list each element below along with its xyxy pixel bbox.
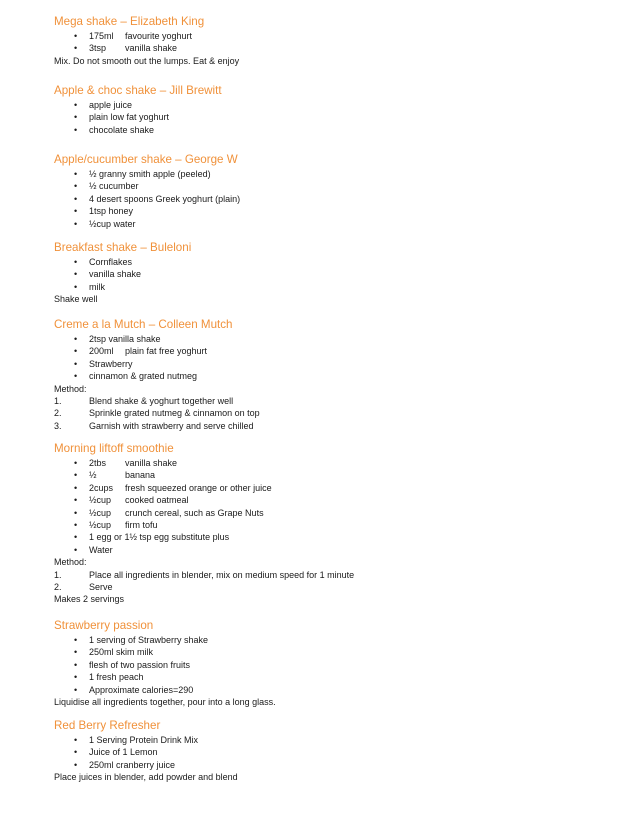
- ingredient-text: crunch cereal, such as Grape Nuts: [125, 507, 264, 518]
- ingredient-text: 250ml cranberry juice: [89, 759, 176, 770]
- method-step: [54, 581, 614, 593]
- recipe-section: [54, 441, 614, 606]
- recipe-section: [54, 83, 614, 136]
- recipe-title: Creme a la Mutch – Colleen Mutch: [54, 318, 233, 331]
- ingredient-item: [54, 370, 614, 382]
- bullet-icon: •: [74, 218, 78, 229]
- ingredient-item: [54, 531, 614, 543]
- ingredient-item: [54, 519, 614, 531]
- ingredient-quantity: ½cup: [89, 495, 112, 506]
- ingredient-item: [54, 30, 614, 42]
- ingredient-text: 2tsp vanilla shake: [89, 334, 161, 344]
- ingredient-item: [54, 482, 614, 494]
- step-number: 2.: [54, 581, 62, 592]
- ingredient-text: 1 serving of Strawberry shake: [89, 635, 209, 645]
- ingredient-item: [54, 256, 614, 268]
- ingredient-quantity: 2cups: [89, 482, 114, 493]
- ingredient-text: Strawberry: [89, 358, 133, 369]
- bullet-icon: •: [74, 257, 78, 267]
- ingredient-text: milk: [89, 281, 105, 292]
- ingredient-quantity: 175ml: [89, 31, 114, 41]
- ingredient-item: [54, 333, 614, 345]
- bullet-icon: •: [74, 532, 78, 543]
- recipe-note: Place juices in blender, add powder and blend: [54, 772, 238, 783]
- ingredient-item: [54, 42, 614, 54]
- ingredient-item: [54, 281, 614, 293]
- bullet-icon: •: [74, 31, 78, 41]
- step-number: 2.: [54, 408, 62, 419]
- ingredient-item: [54, 180, 614, 192]
- ingredient-item: [54, 684, 614, 696]
- recipe-title: Apple & choc shake – Jill Brewitt: [54, 84, 222, 97]
- recipe-section: [54, 240, 614, 306]
- ingredient-item: [54, 457, 614, 469]
- ingredient-text: ½cup water: [89, 218, 136, 229]
- method-step: [54, 407, 614, 419]
- ingredient-text: favourite yoghurt: [125, 31, 193, 41]
- method-step: [54, 569, 614, 581]
- ingredient-quantity: ½: [89, 470, 97, 481]
- ingredient-text: 4 desert spoons Greek yoghurt (plain): [89, 193, 241, 204]
- bullet-icon: •: [74, 346, 78, 357]
- ingredient-text: Approximate calories=290: [89, 684, 194, 695]
- bullet-icon: •: [74, 635, 78, 645]
- ingredient-text: firm tofu: [125, 519, 158, 530]
- bullet-icon: •: [74, 334, 78, 344]
- ingredient-item: [54, 759, 614, 771]
- ingredient-item: [54, 358, 614, 370]
- step-text: Place all ingredients in blender, mix on medium speed for 1 minute: [89, 569, 355, 580]
- recipe-note: Mix. Do not smooth out the lumps. Eat & enjoy: [54, 55, 240, 66]
- ingredient-item: [54, 124, 614, 136]
- bullet-icon: •: [74, 507, 78, 518]
- recipe-note: Liquidise all ingredients together, pour into a long glass.: [54, 696, 276, 707]
- recipe-section: [54, 152, 614, 230]
- ingredient-quantity: ½cup: [89, 519, 112, 530]
- method-step: [54, 420, 614, 432]
- ingredient-item: [54, 111, 614, 123]
- ingredient-quantity: 2tbs: [89, 458, 107, 468]
- ingredient-item: [54, 218, 614, 230]
- ingredient-text: 1tsp honey: [89, 206, 134, 217]
- bullet-icon: •: [74, 269, 78, 280]
- bullet-icon: •: [74, 519, 78, 530]
- ingredient-text: cinnamon & grated nutmeg: [89, 371, 198, 382]
- bullet-icon: •: [74, 371, 78, 382]
- step-text: Garnish with strawberry and serve chilled: [89, 420, 254, 431]
- bullet-icon: •: [74, 647, 78, 658]
- ingredient-item: [54, 494, 614, 506]
- ingredient-quantity: ½cup: [89, 507, 112, 518]
- recipe-title: Red Berry Refresher: [54, 719, 161, 732]
- bullet-icon: •: [74, 206, 78, 217]
- method-label: Method:: [54, 383, 87, 394]
- bullet-icon: •: [74, 169, 78, 179]
- ingredient-quantity: 200ml: [89, 346, 114, 357]
- ingredient-text: Water: [89, 544, 113, 555]
- ingredient-item: [54, 634, 614, 646]
- bullet-icon: •: [74, 358, 78, 369]
- recipe-title: Mega shake – Elizabeth King: [54, 15, 205, 28]
- ingredient-item: [54, 168, 614, 180]
- ingredient-item: [54, 507, 614, 519]
- step-number: 1.: [54, 395, 62, 406]
- bullet-icon: •: [74, 100, 78, 110]
- ingredient-text: flesh of two passion fruits: [89, 659, 191, 670]
- bullet-icon: •: [74, 281, 78, 292]
- bullet-icon: •: [74, 181, 78, 192]
- ingredient-text: fresh squeezed orange or other juice: [125, 482, 272, 493]
- ingredient-text: ½ cucumber: [89, 181, 139, 192]
- recipe-note: Shake well: [54, 294, 98, 305]
- recipe-note: Makes 2 servings: [54, 594, 125, 605]
- ingredient-item: [54, 671, 614, 683]
- ingredient-text: apple juice: [89, 100, 133, 110]
- ingredient-item: [54, 345, 614, 357]
- ingredient-text: ½ granny smith apple (peeled): [89, 169, 211, 179]
- recipe-title: Apple/cucumber shake – George W: [54, 153, 238, 166]
- bullet-icon: •: [74, 193, 78, 204]
- bullet-icon: •: [74, 747, 78, 758]
- bullet-icon: •: [74, 482, 78, 493]
- ingredient-text: vanilla shake: [125, 43, 178, 54]
- step-text: Blend shake & yoghurt together well: [89, 395, 234, 406]
- ingredient-text: vanilla shake: [125, 458, 178, 468]
- ingredient-text: plain fat free yoghurt: [125, 346, 208, 357]
- step-number: 3.: [54, 420, 62, 431]
- recipe-section: [54, 14, 614, 67]
- recipe-title: Strawberry passion: [54, 619, 154, 632]
- bullet-icon: •: [74, 495, 78, 506]
- recipe-section: [54, 618, 614, 708]
- recipe-section: [54, 718, 614, 784]
- ingredient-text: cooked oatmeal: [125, 495, 189, 506]
- recipe-title: Breakfast shake – Buleloni: [54, 241, 192, 254]
- ingredient-text: 250ml skim milk: [89, 647, 154, 658]
- ingredient-item: [54, 746, 614, 758]
- ingredient-item: [54, 99, 614, 111]
- ingredient-quantity: 3tsp: [89, 43, 107, 54]
- step-text: Serve: [89, 581, 113, 592]
- bullet-icon: •: [74, 684, 78, 695]
- ingredient-item: [54, 268, 614, 280]
- bullet-icon: •: [74, 759, 78, 770]
- ingredient-text: plain low fat yoghurt: [89, 112, 170, 123]
- ingredient-text: vanilla shake: [89, 269, 142, 280]
- ingredient-text: 1 egg or 1½ tsp egg substitute plus: [89, 532, 230, 543]
- ingredient-text: chocolate shake: [89, 124, 155, 135]
- bullet-icon: •: [74, 470, 78, 481]
- ingredient-item: [54, 205, 614, 217]
- bullet-icon: •: [74, 659, 78, 670]
- method-label: Method:: [54, 557, 87, 568]
- step-text: Sprinkle grated nutmeg & cinnamon on top: [89, 408, 260, 419]
- step-number: 1.: [54, 569, 62, 580]
- bullet-icon: •: [74, 43, 78, 54]
- ingredient-text: 1 Serving Protein Drink Mix: [89, 735, 199, 745]
- ingredient-item: [54, 659, 614, 671]
- bullet-icon: •: [74, 544, 78, 555]
- ingredient-text: Juice of 1 Lemon: [89, 747, 158, 758]
- bullet-icon: •: [74, 458, 78, 468]
- ingredient-item: [54, 544, 614, 556]
- ingredient-text: banana: [125, 470, 156, 481]
- ingredient-text: Cornflakes: [89, 257, 133, 267]
- ingredient-text: 1 fresh peach: [89, 672, 144, 683]
- ingredient-item: [54, 734, 614, 746]
- bullet-icon: •: [74, 124, 78, 135]
- bullet-icon: •: [74, 735, 78, 745]
- method-step: [54, 395, 614, 407]
- bullet-icon: •: [74, 112, 78, 123]
- ingredient-item: [54, 469, 614, 481]
- ingredient-item: [54, 646, 614, 658]
- bullet-icon: •: [74, 672, 78, 683]
- recipe-section: [54, 317, 614, 432]
- recipe-title: Morning liftoff smoothie: [54, 442, 174, 455]
- ingredient-item: [54, 193, 614, 205]
